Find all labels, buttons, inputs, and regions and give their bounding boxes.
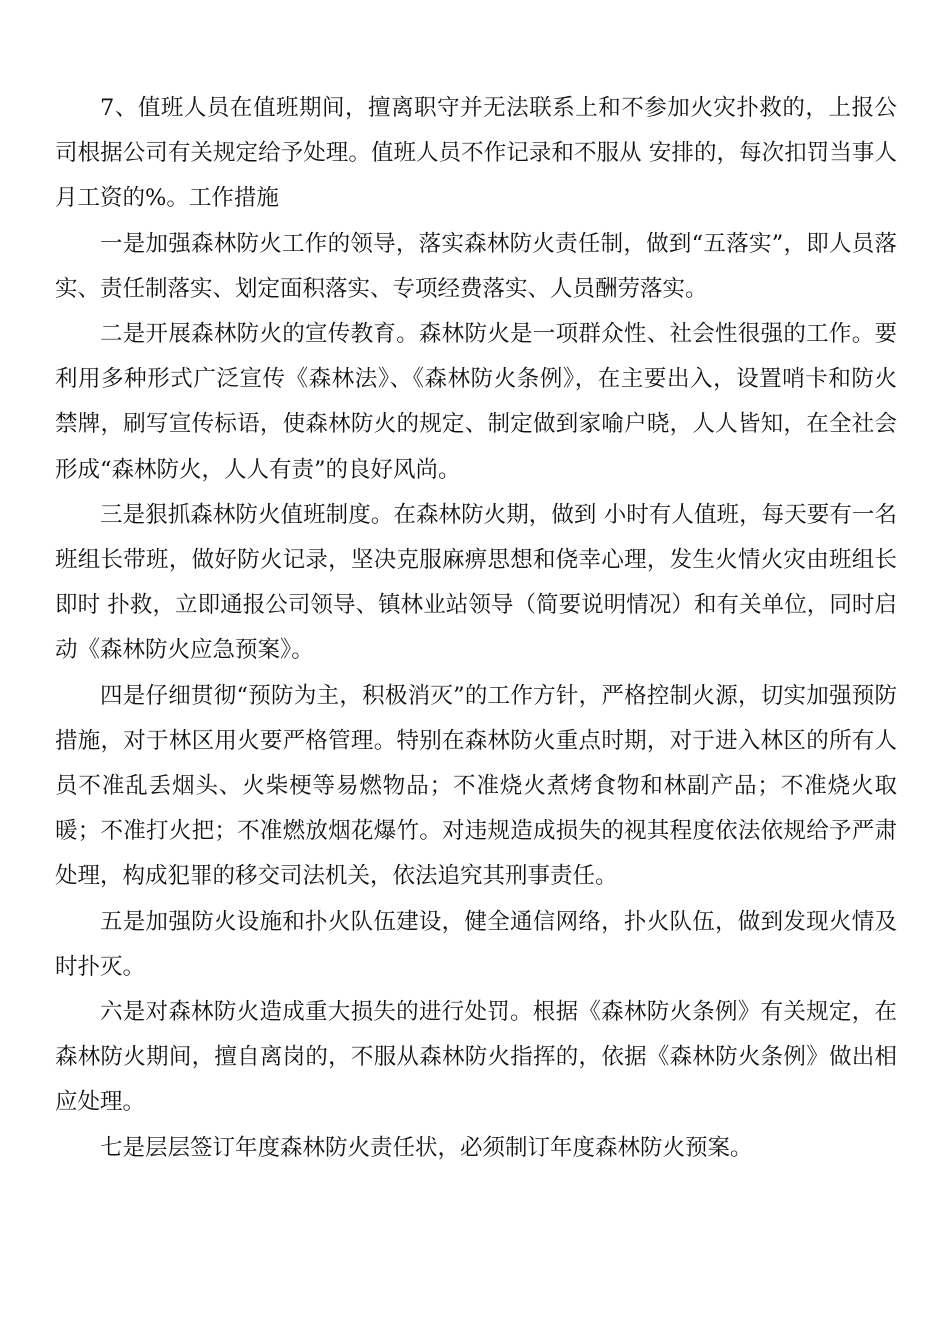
paragraph-measure-6-penalties: 六是对森林防火造成重大损失的进行处罚。根据《森林防火条例》有关规定，在森林防火期间，擅自离岗的，不服从森林防火指挥的，依据《森林防火条例》做出相应处理。 — [55, 999, 897, 1116]
paragraph-measure-4-prevention: 四是仔细贯彻“预防为主，积极消灭”的工作方针，严格控制火源，切实加强预防措施，对于林区用火要严格管理。特别在森林防火重点时期，对于进入林区的所有人员不准乱丢烟头、火柴梗等易燃物品；不准烧火煮烤食物和林副产品；不准烧火取暖；不准打火把；不准燃放烟花爆竹。对违规造成损失的视其程度依法依规给予严肃处理，构成犯罪的移交司法机关，依法追究其刑事责任。 — [55, 682, 897, 890]
paragraph-measure-5-facilities: 五是加强防火设施和扑火队伍建设，健全通信网络，扑火队伍，做到发现火情及时扑灭。 — [55, 908, 897, 980]
document-body — [55, 86, 897, 1171]
paragraph-measure-2-publicity: 二是开展森林防火的宣传教育。森林防火是一项群众性、社会性很强的工作。要利用多种形式广泛宣传《森林法》、《森林防火条例》，在主要出入，设置哨卡和防火禁牌，刷写宣传标语，使森林防火的规定、制定做到家喻户晓，人人皆知，在全社会形成“森林防火，人人有责”的良好风尚。 — [55, 321, 897, 483]
paragraph-measure-3-duty-system: 三是狠抓森林防火值班制度。在森林防火期，做到 小时有人值班，每天要有一名班组长带班，做好防火记录，坚决克服麻痹思想和侥幸心理，发生火情火灾由班组长即时 扑救，立即通报公司领导、镇林业站领导（简要说明情况）和有关单位，同时启动《森林防火应急预案》。 — [55, 501, 897, 664]
paragraph-measure-7-responsibility: 七是层层签订年度森林防火责任状，必须制订年度森林防火预案。 — [100, 1134, 753, 1161]
paragraph-duty-penalty: 7、值班人员在值班期间，擅离职守并无法联系上和不参加火灾扑救的，上报公司根据公司有关规定给予处理。值班人员不作记录和不服从 安排的，每次扣罚当事人月工资的%。工作措施 — [55, 95, 897, 212]
paragraph-measure-1-leadership: 一是加强森林防火工作的领导，落实森林防火责任制，做到“五落实”，即人员落实、责任制落实、划定面积落实、专项经费落实、人员酬劳落实。 — [55, 230, 897, 302]
